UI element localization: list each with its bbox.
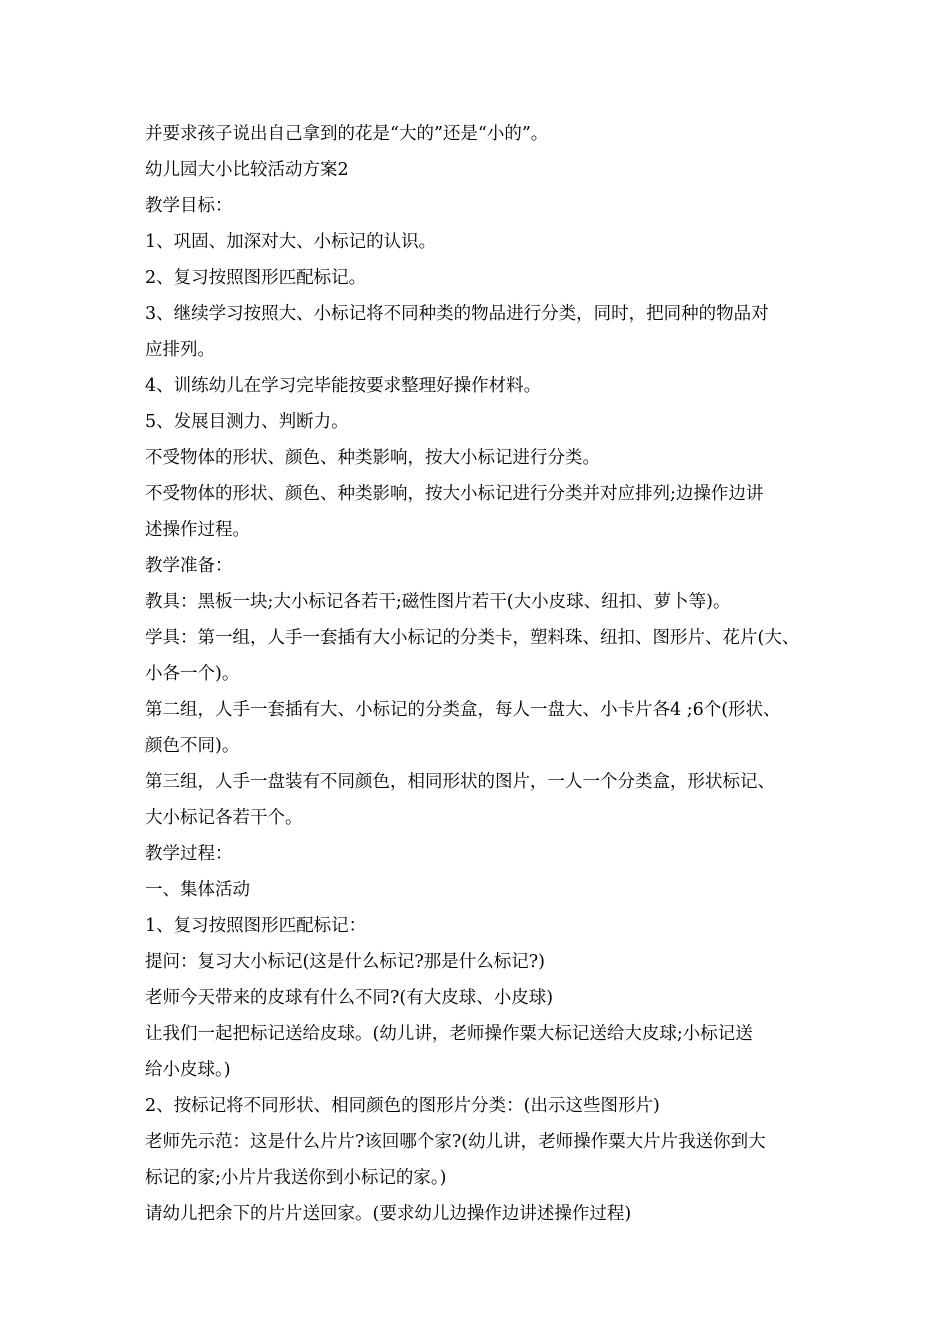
text-line: 2、复习按照图形匹配标记。	[145, 268, 367, 288]
text-line: 一、集体活动	[145, 880, 250, 900]
text-line: 5、发展目测力、判断力。	[145, 412, 349, 432]
text-line: 1、复习按照图形匹配标记：	[145, 916, 367, 936]
text-line: 学具：第一组，人手一套插有大小标记的分类卡，塑料珠、纽扣、图形片、花片(大、	[145, 628, 800, 648]
text-line: 大小标记各若干个。	[145, 808, 303, 828]
text-line: 小各一个)。	[145, 664, 240, 684]
text-line: 教学过程：	[145, 844, 233, 864]
text-line: 教学准备：	[145, 556, 233, 576]
text-line: 并要求孩子说出自己拿到的花是“大的”还是“小的”。	[145, 124, 549, 144]
text-line: 老师今天带来的皮球有什么不同?(有大皮球、小皮球)	[145, 988, 554, 1008]
text-line: 教具：黑板一块;大小标记各若干;磁性图片若干(大小皮球、纽扣、萝卜等)。	[145, 592, 731, 612]
text-line: 提问：复习大小标记(这是什么标记?那是什么标记?)	[145, 952, 545, 972]
text-line: 1、巩固、加深对大、小标记的认识。	[145, 232, 437, 252]
text-line: 给小皮球。)	[145, 1060, 231, 1080]
text-line: 教学目标：	[145, 196, 233, 216]
text-line: 第三组，人手一盘装有不同颜色，相同形状的图片，一人一个分类盒，形状标记、	[145, 772, 775, 792]
text-line: 颜色不同)。	[145, 736, 240, 756]
text-line: 3、继续学习按照大、小标记将不同种类的物品进行分类，同时，把同种的物品对	[145, 304, 769, 324]
text-line: 2、按标记将不同形状、相同颜色的图形片分类：(出示这些图形片)	[145, 1096, 660, 1116]
text-line: 不受物体的形状、颜色、种类影响，按大小标记进行分类。	[145, 448, 600, 468]
text-line: 幼儿园大小比较活动方案2	[145, 160, 349, 180]
text-line: 标记的家;小片片我送你到小标记的家。)	[145, 1168, 447, 1188]
document-body	[145, 116, 810, 1232]
text-line: 述操作过程。	[145, 520, 250, 540]
text-line: 老师先示范：这是什么片片?该回哪个家?(幼儿讲，老师操作粟大片片我送你到大	[145, 1132, 766, 1152]
text-line: 让我们一起把标记送给皮球。(幼儿讲，老师操作粟大标记送给大皮球;小标记送	[145, 1024, 753, 1044]
text-line: 应排列。	[145, 340, 215, 360]
text-line: 4、训练幼儿在学习完毕能按要求整理好操作材料。	[145, 376, 542, 396]
text-line: 请幼儿把余下的片片送回家。(要求幼儿边操作边讲述操作过程)	[145, 1204, 632, 1224]
text-line: 不受物体的形状、颜色、种类影响，按大小标记进行分类并对应排列;边操作边讲	[145, 484, 764, 504]
text-line: 第二组，人手一套插有大、小标记的分类盒，每人一盘大、小卡片各4 ;6个(形状、	[145, 700, 781, 720]
